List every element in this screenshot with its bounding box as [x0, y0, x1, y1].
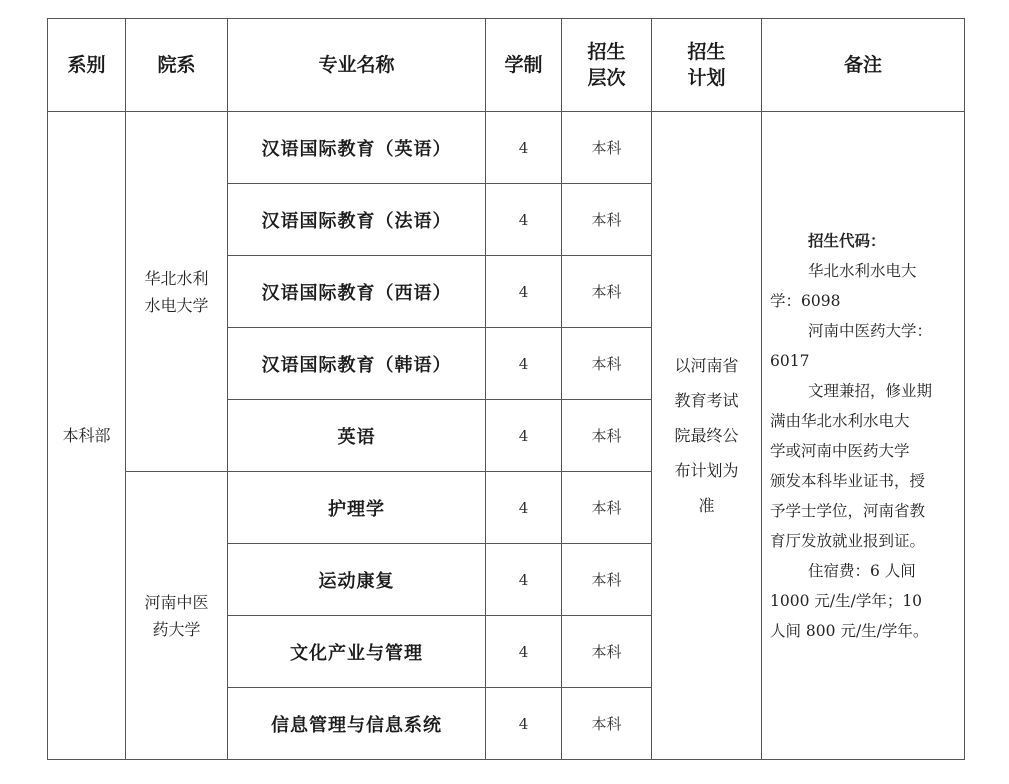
- level-cell: 本科: [562, 616, 652, 688]
- remark-line: 1000 元/生/学年；10: [770, 591, 923, 610]
- years-cell: 4: [486, 400, 562, 472]
- plan-line: 教育考试: [674, 391, 739, 410]
- header-plan-line2: 计划: [687, 67, 726, 89]
- header-dept: 系别: [48, 19, 126, 112]
- header-level-line1: 招生: [587, 41, 626, 63]
- plan-line: 院最终公: [674, 426, 739, 445]
- major-cell: 文化产业与管理: [228, 616, 486, 688]
- major-cell: 护理学: [228, 472, 486, 544]
- level-cell: 本科: [562, 184, 652, 256]
- plan-cell: [652, 112, 762, 760]
- years-cell: 4: [486, 472, 562, 544]
- years-cell: 4: [486, 184, 562, 256]
- school-line: 河南中医: [144, 592, 209, 612]
- header-level: [562, 19, 652, 112]
- remark-line: 予学士学位，河南省教: [770, 501, 926, 520]
- header-school: 院系: [126, 19, 228, 112]
- major-cell: 英语: [228, 400, 486, 472]
- plan-line: 以河南省: [674, 356, 739, 375]
- school-cell-ncwu: [126, 112, 228, 472]
- plan-line: 布计划为: [674, 461, 739, 480]
- remark-line: 颁发本科毕业证书，授: [770, 471, 926, 490]
- enrollment-table: [47, 18, 965, 760]
- header-plan: [652, 19, 762, 112]
- remark-cell: [762, 112, 965, 760]
- remark-title: 招生代码：: [808, 231, 886, 250]
- plan-line: 准: [698, 496, 715, 515]
- header-level-line2: 层次: [587, 67, 626, 89]
- header-major: 专业名称: [228, 19, 486, 112]
- remark-line: 文理兼招，修业期: [808, 381, 933, 400]
- years-cell: 4: [486, 112, 562, 184]
- remark-line: 满由华北水利水电大: [770, 411, 910, 430]
- major-cell: 汉语国际教育（法语）: [228, 184, 486, 256]
- years-cell: 4: [486, 544, 562, 616]
- header-plan-line1: 招生: [687, 41, 726, 63]
- major-cell: 信息管理与信息系统: [228, 688, 486, 760]
- major-cell: 汉语国际教育（西语）: [228, 256, 486, 328]
- remark-line: 住宿费：6 人间: [808, 561, 916, 580]
- level-cell: 本科: [562, 472, 652, 544]
- level-cell: 本科: [562, 328, 652, 400]
- major-cell: 汉语国际教育（英语）: [228, 112, 486, 184]
- remark-line: 学：6098: [770, 291, 841, 310]
- school-line: 水电大学: [144, 295, 209, 315]
- remark-line: 6017: [770, 351, 810, 370]
- header-remark: 备注: [762, 19, 965, 112]
- level-cell: 本科: [562, 112, 652, 184]
- remark-line: 人间 800 元/生/学年。: [770, 621, 929, 640]
- remark-line: 育厅发放就业报到证。: [770, 531, 926, 550]
- years-cell: 4: [486, 616, 562, 688]
- school-line: 华北水利: [144, 268, 209, 288]
- level-cell: 本科: [562, 400, 652, 472]
- level-cell: 本科: [562, 256, 652, 328]
- remark-line: 河南中医药大学：: [808, 321, 933, 340]
- dept-cell: 本科部: [48, 112, 126, 760]
- years-cell: 4: [486, 688, 562, 760]
- remark-line: 学或河南中医药大学: [770, 441, 910, 460]
- level-cell: 本科: [562, 688, 652, 760]
- school-line: 药大学: [152, 619, 201, 639]
- years-cell: 4: [486, 328, 562, 400]
- table-row: [48, 112, 965, 184]
- years-cell: 4: [486, 256, 562, 328]
- remark-line: 华北水利水电大: [808, 261, 917, 280]
- major-cell: 运动康复: [228, 544, 486, 616]
- major-cell: 汉语国际教育（韩语）: [228, 328, 486, 400]
- level-cell: 本科: [562, 544, 652, 616]
- header-row: [48, 19, 965, 112]
- school-cell-hactcm: [126, 472, 228, 760]
- header-years: 学制: [486, 19, 562, 112]
